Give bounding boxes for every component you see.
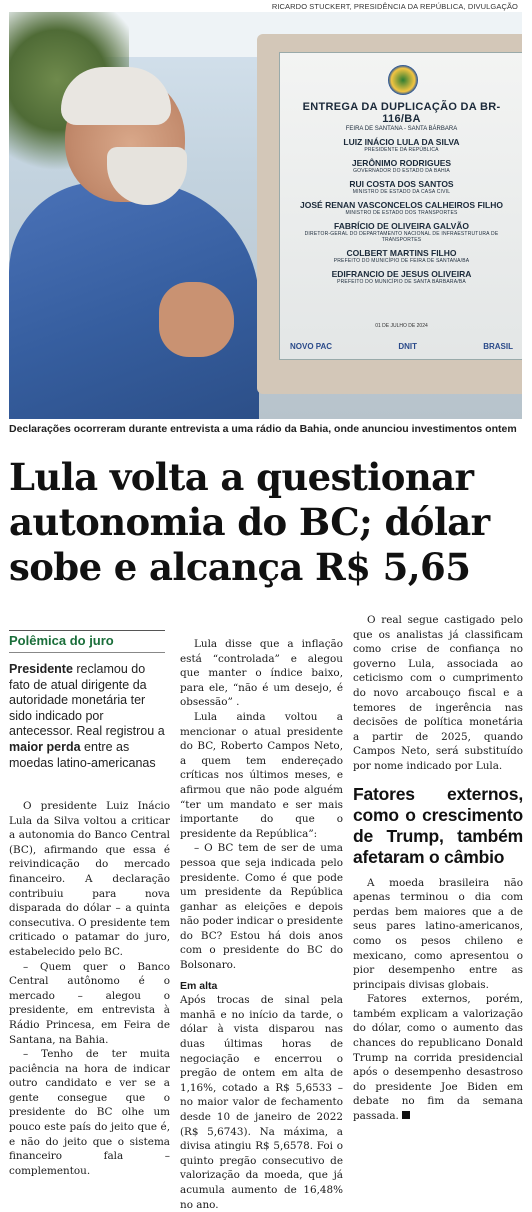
deck-text: reclamou do fato de atual dirigente da autoridade monetária ter sido indicado por antecessor. Real registrou a — [9, 662, 165, 739]
paragraph: O real segue castigado pelo que os analistas já classificam como crise de confiança no governo Lula, associada ao ceticismo com o cumprimento do novo arcabouço fiscal e a temores de ingerência nas decisões de política monetária a partir de 2025, quando Campos Neto, será substituído por nome indicado por Lula. — [353, 614, 523, 772]
plaque-role: GOVERNADOR DO ESTADO DA BAHIA — [353, 168, 450, 174]
plaque-name: EDIFRANCIO DE JESUS OLIVEIRA — [331, 269, 472, 279]
plaque-name: JERÔNIMO RODRIGUES — [351, 158, 452, 168]
paragraph: Lula ainda voltou a mencionar o atual presidente do BC, Roberto Campos Neto, a quem tem endereçado críticas nos últimos meses, e afirmou que não pode alguém “ter um mandato e ser mais importante do que o presidente da República”: — [180, 710, 343, 840]
plaque-role: PRESIDENTE DA REPÚBLICA — [364, 147, 439, 153]
plaque-name: LUIZ INÁCIO LULA DA SILVA — [343, 137, 460, 147]
logo-brasil: BRASIL — [483, 342, 513, 351]
plaque-role: PREFEITO DO MUNICÍPIO DE FEIRA DE SANTANA/BA — [333, 258, 470, 264]
plaque-name: COLBERT MARTINS FILHO — [346, 248, 457, 258]
side-headline: Fatores externos, como o crescimento de Trump, também afetaram o câmbio — [353, 783, 523, 867]
plaque-location: FEIRA DE SANTANA - SANTA BÁRBARA — [345, 126, 458, 132]
news-photo — [9, 12, 522, 419]
photo-credit: RICARDO STUCKERT, PRESIDÊNCIA DA REPÚBLICA, DIVULGAÇÃO — [271, 2, 518, 11]
headline: Lula volta a questionar autonomia do BC; dólar sobe e alcança R$ 5,65 — [9, 455, 490, 589]
coat-of-arms-icon — [388, 65, 418, 95]
photo-caption: Declarações ocorreram durante entrevista a uma rádio da Bahia, onde anunciou investimentos ontem — [9, 423, 517, 435]
article-column-2 — [180, 637, 343, 1212]
logo-dnit: DNIT — [398, 342, 417, 351]
president-hands — [159, 282, 234, 357]
end-mark-icon — [402, 1111, 410, 1119]
section-kicker: Polêmica do juro — [9, 630, 165, 648]
plaque-role: PREFEITO DO MUNICÍPIO DE SANTA BÁRBARA/BA — [337, 279, 466, 285]
president-hair — [61, 67, 171, 125]
paragraph: – Quem quer o Banco Central autônomo é o mercado – alegou o presidente, em entrevista à Rádio Princesa, em Feira de Santana, na Bahia. — [9, 960, 170, 1046]
plaque-name: JOSÉ RENAN VASCONCELOS CALHEIROS FILHO — [300, 200, 503, 210]
deck-summary — [9, 662, 169, 771]
paragraph: A moeda brasileira não apenas terminou o dia com perdas bem maiores que a de seus pares latino-americanos, como os pesos chileno e mexicano, como apresentou o pior desempenho entre as principais divisas globais. — [353, 876, 523, 991]
plaque-date: 01 DE JULHO DE 2024 — [375, 323, 428, 329]
article-column-1 — [9, 799, 170, 1178]
paragraph — [353, 992, 523, 1123]
kicker-divider — [9, 652, 165, 653]
plaque-logos — [290, 342, 513, 351]
deck-highlight: maior perda — [9, 739, 81, 754]
plaque-text — [288, 101, 515, 285]
plaque-role: DIRETOR-GERAL DO DEPARTAMENTO NACIONAL DE INFRAESTRUTURA DE TRANSPORTES — [304, 231, 499, 243]
inauguration-plaque — [279, 52, 522, 360]
paragraph: – Tenho de ter muita paciência na hora de indicar outro candidato e ver se a gente consegue que o presidente do BC olhe um pouco este país do jeito que é, e não do jeito que o sistema financeiro fala – complementou. — [9, 1048, 170, 1177]
deck-lead: Presidente — [9, 662, 73, 676]
deck-text-end: entre as moedas latino-americanas — [9, 739, 156, 770]
logo-pac: NOVO PAC — [290, 342, 333, 351]
subheading: Em alta — [180, 979, 218, 992]
plaque-name: FABRÍCIO DE OLIVEIRA GALVÃO — [333, 221, 470, 231]
plaque-title: ENTREGA DA DUPLICAÇÃO DA BR-116/BA — [302, 101, 501, 125]
article-column-3 — [353, 613, 523, 1124]
paragraph: Lula disse que a inflação está “controlada” e alegou que manter o índice baixo, para ele, “não é um desejo, é obsessão” . — [180, 638, 343, 709]
paragraph: – O BC tem de ser de uma pessoa que seja indicada pelo presidente. Como é que pode um presidente da República ganhar as eleições e depois não poder indicar o presidente do BC? Estou há dois anos com o presidente do BC do Bolsonaro. — [180, 842, 343, 972]
plaque-role: MINISTRO DE ESTADO DA CASA CIVIL — [352, 189, 451, 195]
plaque-role: MINISTRO DE ESTADO DOS TRANSPORTES — [345, 210, 458, 216]
paragraph: Após trocas de sinal pela manhã e no início da tarde, o dólar à vista disparou nas duas últimas horas de negociação e encerrou o pregão de ontem em alta de 1,16%, cotado a R$ 5,6533 – no maior valor de fechamento desde 10 de janeiro de 2022 (R$ 5,6743). Na máxima, a divisa atingiu R$ 5,6578. Foi o quinto pregão consecutivo de valorização da moeda, que já acumula aumento de 16,48% no ano. — [180, 994, 343, 1211]
paragraph-text: Fatores externos, porém, também explicam a valorização do dólar, como o aumento das chances do republicano Donald Trump na corrida presidencial após o desempenho desastroso do presidente Joe Biden em debate no fim da semana passada. — [353, 993, 523, 1123]
plaque-name: RUI COSTA DOS SANTOS — [349, 179, 454, 189]
paragraph: O presidente Luiz Inácio Lula da Silva voltou a criticar a autonomia do Banco Central (BC), afirmando que essa é reivindicação do mercado financeiro. A declaração contribuiu para nova disparada do dólar – a quinta consecutiva. O presidente tem criticado o patamar do juro, estabelecido pelo BC. — [9, 800, 170, 958]
